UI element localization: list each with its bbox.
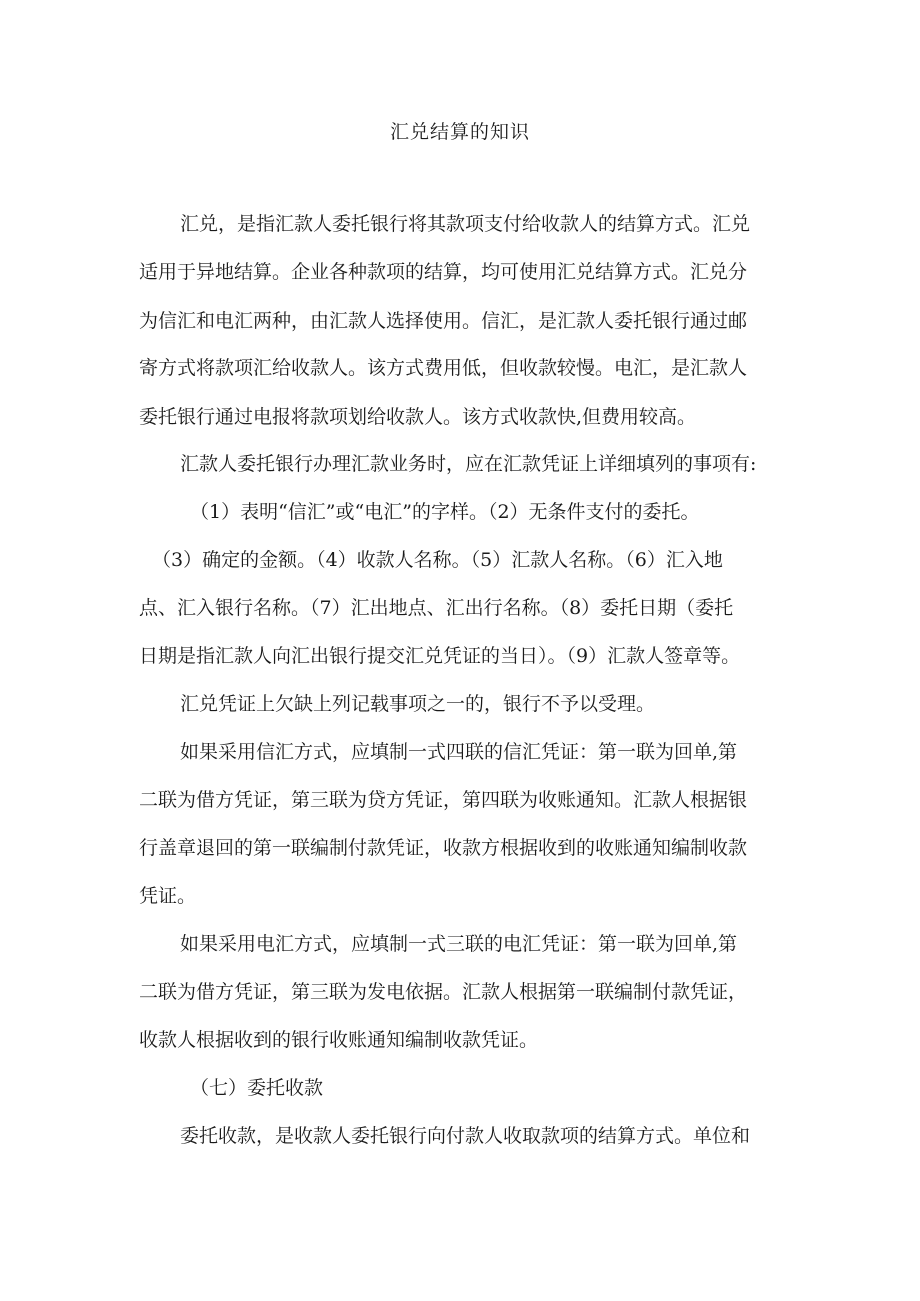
text-line-10: 日期是指汇款人向汇出银行提交汇兑凭证的当日）。（9）汇款人签章等。 (139, 645, 741, 667)
text-line-15: 凭证。 (139, 885, 197, 907)
text-line-16: 如果采用电汇方式，应填制一式三联的电汇凭证：第一联为回单,第 (180, 933, 738, 955)
document-title: 汇兑结算的知识 (389, 121, 530, 143)
text-line-3: 为信汇和电汇两种，由汇款人选择使用。信汇，是汇款人委托银行通过邮 (139, 310, 748, 332)
text-line-12: 如果采用信汇方式，应填制一式四联的信汇凭证：第一联为回单,第 (180, 741, 738, 763)
text-line-13: 二联为借方凭证，第三联为贷方凭证，第四联为收账通知。汇款人根据银 (139, 789, 748, 811)
text-line-4: 寄方式将款项汇给收款人。该方式费用低，但收款较慢。电汇，是汇款人 (139, 357, 748, 379)
text-line-19: （七）委托收款 (190, 1077, 324, 1099)
text-line-20: 委托收款，是收款人委托银行向付款人收取款项的结算方式。单位和 (180, 1125, 751, 1147)
text-line-2: 适用于异地结算。企业各种款项的结算，均可使用汇兑结算方式。汇兑分 (139, 261, 748, 283)
text-line-8: （3）确定的金额。（4）收款人名称。（5）汇款人名称。（6）汇入地 (152, 549, 723, 571)
text-line-18: 收款人根据收到的银行收账通知编制收款凭证。 (139, 1029, 539, 1051)
text-line-11: 汇兑凭证上欠缺上列记载事项之一的，银行不予以受理。 (180, 693, 656, 715)
text-line-14: 行盖章退回的第一联编制付款凭证，收款方根据收到的收账通知编制收款 (139, 837, 748, 859)
text-line-5: 委托银行通过电报将款项划给收款人。该方式收款快,但费用较高。 (139, 406, 697, 428)
text-line-17: 二联为借方凭证，第三联为发电依据。汇款人根据第一联编制付款凭证， (139, 981, 748, 1003)
text-line-7: （1）表明“信汇”或“电汇”的字样。（2）无条件支付的委托。 (190, 501, 700, 523)
text-line-1: 汇兑，是指汇款人委托银行将其款项支付给收款人的结算方式。汇兑 (180, 213, 751, 235)
text-line-9: 点、汇入银行名称。（7）汇出地点、汇出行名称。（8）委托日期（委托 (139, 597, 734, 619)
text-line-6: 汇款人委托银行办理汇款业务时，应在汇款凭证上详细填列的事项有: (180, 453, 757, 475)
